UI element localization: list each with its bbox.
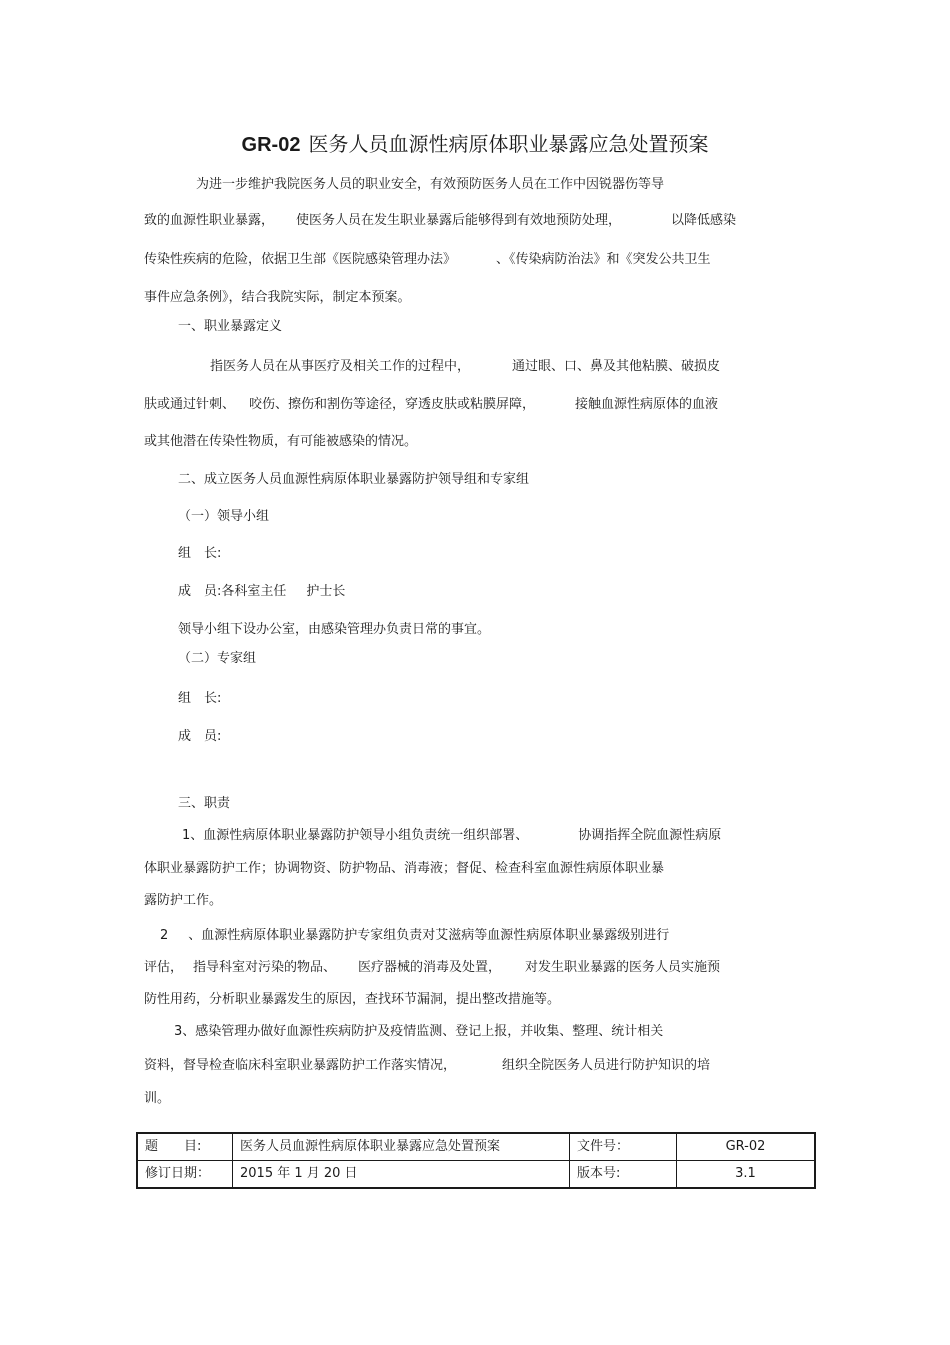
definition-line-1b: 通过眼、口、鼻及其他粘膜、破损皮 xyxy=(512,359,721,374)
document-title-text: 医务人员血源性病原体职业暴露应急处置预案 xyxy=(308,132,709,156)
leader-group-head: 组 长: xyxy=(178,546,222,561)
table-row xyxy=(137,1133,815,1161)
intro-line-2 xyxy=(144,212,736,230)
definition-line-1a: 指医务人员在从事医疗及相关工作的过程中， xyxy=(210,359,471,374)
duty-2-number: 2 xyxy=(160,928,169,943)
duty-1-line-1b: 协调指挥全院血源性病原 xyxy=(578,828,722,843)
definition-line-3: 或其他潜在传染性物质，有可能被感染的情况。 xyxy=(144,434,418,449)
definition-line-1 xyxy=(210,358,720,376)
section-2-heading: 二、成立医务人员血源性病原体职业暴露防护领导组和专家组 xyxy=(178,472,530,487)
duty-2-line-2 xyxy=(144,959,720,977)
intro-line-4: 事件应急条例》，结合我院实际，制定本预案。 xyxy=(144,290,411,305)
revised-date-label: 修订日期： xyxy=(137,1161,233,1189)
leader-group-members-a: 各科室主任 xyxy=(221,584,287,599)
section-3-heading: 三、职责 xyxy=(178,796,231,811)
duty-1-line-1 xyxy=(182,827,721,845)
duty-2-line-2b: 指导科室对污染的物品、 xyxy=(193,960,337,975)
intro-line-2a: 致的血源性职业暴露， xyxy=(144,213,275,228)
duty-2-line-1-text: 、血源性病原体职业暴露防护专家组负责对艾滋病等血源性病原体职业暴露级别进行 xyxy=(188,928,670,943)
doc-number-label: 文件号： xyxy=(570,1133,677,1161)
duty-2-line-1 xyxy=(160,927,669,945)
document-title xyxy=(0,130,950,159)
section-1-heading: 一、职业暴露定义 xyxy=(178,319,283,334)
revised-date-value: 2015 年 1 月 20 日 xyxy=(233,1161,570,1189)
definition-line-2 xyxy=(144,396,718,414)
duty-2-line-2c: 医疗器械的消毒及处置， xyxy=(358,960,502,975)
expert-group-members: 成 员: xyxy=(178,729,222,744)
definition-line-2b: 咬伤、擦伤和割伤等途径，穿透皮肤或粘膜屏障， xyxy=(249,397,536,412)
leader-group-members xyxy=(178,583,345,601)
duty-3-line-1: 3、感染管理办做好血源性疾病防护及疫情监测、登记上报，并收集、整理、统计相关 xyxy=(174,1024,664,1039)
intro-line-1: 为进一步维护我院医务人员的职业安全，有效预防医务人员在工作中因锐器伤等导 xyxy=(196,177,665,192)
duty-1-line-3: 露防护工作。 xyxy=(144,893,223,908)
intro-line-3 xyxy=(144,251,711,269)
intro-line-3a: 传染性疾病的危险，依据卫生部《医院感染管理办法》 xyxy=(144,252,457,267)
duty-2-line-3: 防性用药，分析职业暴露发生的原因，查找环节漏洞，提出整改措施等。 xyxy=(144,992,561,1007)
subsection-leader-group: （一）领导小组 xyxy=(178,509,270,524)
duty-1-line-2: 体职业暴露防护工作；协调物资、防护物品、消毒液；督促、检查科室血源性病原体职业暴 xyxy=(144,861,665,876)
definition-line-2c: 接触血源性病原体的血液 xyxy=(575,397,719,412)
duty-3-line-3: 训。 xyxy=(144,1091,171,1106)
definition-line-2a: 肤或通过针刺、 xyxy=(144,397,236,412)
table-row xyxy=(137,1161,815,1189)
duty-2-line-2d: 对发生职业暴露的医务人员实施预 xyxy=(525,960,721,975)
duty-2-line-2a: 评估， xyxy=(144,960,184,975)
version-value: 3.1 xyxy=(677,1161,816,1189)
leader-group-office: 领导小组下设办公室，由感染管理办负责日常的事宜。 xyxy=(178,622,491,637)
leader-group-members-b: 护士长 xyxy=(306,584,346,599)
duty-3-line-2b: 组织全院医务人员进行防护知识的培 xyxy=(502,1058,711,1073)
document-code: GR-02 xyxy=(241,134,301,156)
document-control-table xyxy=(136,1132,816,1189)
leader-group-members-label: 成 员: xyxy=(178,584,222,599)
intro-line-2c: 以降低感染 xyxy=(671,213,737,228)
version-label: 版本号: xyxy=(570,1161,677,1189)
subject-value: 医务人员血源性病原体职业暴露应急处置预案 xyxy=(233,1133,570,1161)
duty-3-line-2 xyxy=(144,1057,710,1075)
subsection-expert-group: （二）专家组 xyxy=(178,651,257,666)
intro-line-3b: 、《传染病防治法》和《突发公共卫生 xyxy=(496,252,711,267)
subject-label: 题 目: xyxy=(137,1133,233,1161)
doc-number-value: GR-02 xyxy=(677,1133,816,1161)
duty-3-line-2a: 资料，督导检查临床科室职业暴露防护工作落实情况， xyxy=(144,1058,457,1073)
duty-1-line-1a: 1、血源性病原体职业暴露防护领导小组负责统一组织部署、 xyxy=(182,828,529,843)
intro-line-2b: 使医务人员在发生职业暴露后能够得到有效地预防处理， xyxy=(296,213,622,228)
expert-group-head: 组 长: xyxy=(178,691,222,706)
